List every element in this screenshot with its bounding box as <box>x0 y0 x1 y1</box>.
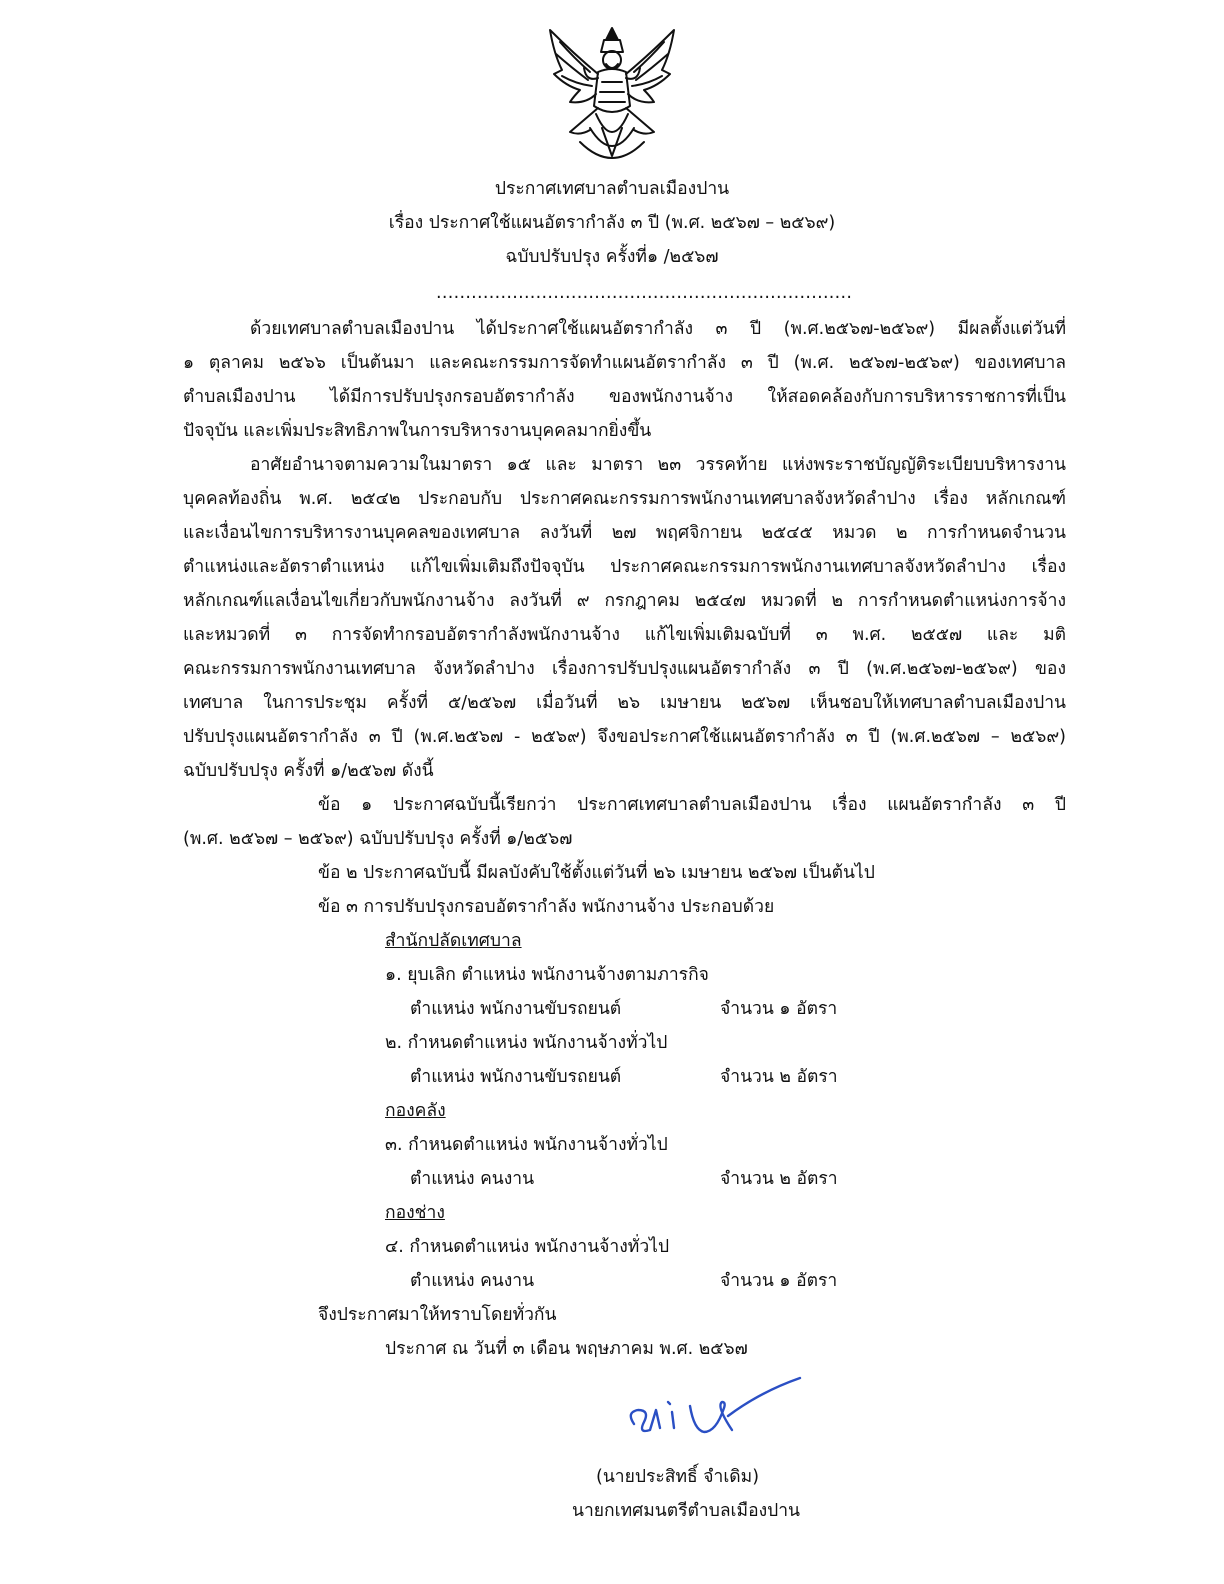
department-heading: กองช่าง <box>385 1203 445 1223</box>
signature-image <box>620 1372 810 1448</box>
announcement-title: ประกาศเทศบาลตำบลเมืองปาน <box>494 179 730 199</box>
garuda-emblem-icon <box>540 24 684 170</box>
announcement-revision: ฉบับปรับปรุง ครั้งที่๑ /๒๕๖๗ <box>505 247 719 267</box>
paragraph-line: หลักเกณฑ์แลเงื่อนไขเกี่ยวกับพนักงานจ้าง ลงวันที่ ๙ กรกฎาคม ๒๕๔๗ หมวดที่ ๒ การกำหนดตำแหน่งการจ้าง <box>183 591 1066 611</box>
staffing-item: ๑. ยุบเลิก ตำแหน่ง พนักงานจ้างตามภารกิจ <box>385 965 709 985</box>
position-name: ตำแหน่ง คนงาน <box>410 1271 535 1291</box>
position-row <box>410 996 910 1022</box>
header-divider: ....................................................................... <box>436 283 853 303</box>
department-heading: กองคลัง <box>385 1101 446 1121</box>
signatory-name: (นายประสิทธิ์ จำเดิม) <box>596 1467 760 1487</box>
position-name: ตำแหน่ง พนักงานขับรถยนต์ <box>410 1067 622 1087</box>
paragraph-line: เทศบาล ในการประชุม ครั้งที่ ๕/๒๕๖๗ เมื่อวันที่ ๒๖ เมษายน ๒๕๖๗ เห็นชอบให้เทศบาลตำบลเมืองปาน <box>183 693 1066 713</box>
paragraph-line: ปรับปรุงแผนอัตรากำลัง ๓ ปี (พ.ศ.๒๕๖๗ - ๒๕๖๙) จึงขอประกาศใช้แผนอัตรากำลัง ๓ ปี (พ.ศ.๒๕๖๗ – ๒๕๖๙) <box>183 727 1066 747</box>
staffing-item: ๓. กำหนดตำแหน่ง พนักงานจ้างทั่วไป <box>385 1135 668 1155</box>
position-amount: จำนวน ๒ อัตรา <box>720 1169 838 1189</box>
paragraph-line: ด้วยเทศบาลตำบลเมืองปาน ได้ประกาศใช้แผนอัตรากำลัง ๓ ปี (พ.ศ.๒๕๖๗-๒๕๖๙) มีผลตั้งแต่วันที่ <box>250 319 1066 339</box>
position-name: ตำแหน่ง คนงาน <box>410 1169 535 1189</box>
clause-2: ข้อ ๒ ประกาศฉบับนี้ มีผลบังคับใช้ตั้งแต่วันที่ ๒๖ เมษายน ๒๕๖๗ เป็นต้นไป <box>318 863 875 883</box>
position-amount: จำนวน ๑ อัตรา <box>720 1271 838 1291</box>
position-name: ตำแหน่ง พนักงานขับรถยนต์ <box>410 999 622 1019</box>
paragraph-line: บุคคลท้องถิ่น พ.ศ. ๒๕๔๒ ประกอบกับ ประกาศคณะกรรมการพนักงานเทศบาลจังหวัดลำปาง เรื่อง หลักเกณฑ์ <box>183 489 1066 509</box>
clause-1-continuation: (พ.ศ. ๒๕๖๗ – ๒๕๖๙) ฉบับปรับปรุง ครั้งที่ ๑/๒๕๖๗ <box>183 829 573 849</box>
clause-1: ข้อ ๑ ประกาศฉบับนี้เรียกว่า ประกาศเทศบาลตำบลเมืองปาน เรื่อง แผนอัตรากำลัง ๓ ปี <box>318 795 1066 815</box>
paragraph-line: คณะกรรมการพนักงานเทศบาล จังหวัดลำปาง เรื่องการปรับปรุงแผนอัตรากำลัง ๓ ปี (พ.ศ.๒๕๖๗-๒๕๖๙) ของ <box>183 659 1066 679</box>
staffing-item: ๒. กำหนดตำแหน่ง พนักงานจ้างทั่วไป <box>385 1033 668 1053</box>
signatory-title: นายกเทศมนตรีตำบลเมืองปาน <box>572 1501 801 1521</box>
announcement-date: ประกาศ ณ วันที่ ๓ เดือน พฤษภาคม พ.ศ. ๒๕๖๗ <box>385 1339 748 1359</box>
paragraph-line: ตำแหน่งและอัตราตำแหน่ง แก้ไขเพิ่มเติมถึงปัจจุบัน ประกาศคณะกรรมการพนักงานเทศบาลจังหวัดลำปาง เรื่อง <box>183 557 1066 577</box>
position-row <box>410 1166 910 1192</box>
clause-3: ข้อ ๓ การปรับปรุงกรอบอัตรากำลัง พนักงานจ้าง ประกอบด้วย <box>318 897 775 917</box>
department-heading: สำนักปลัดเทศบาล <box>385 931 522 951</box>
paragraph-line: ตำบลเมืองปาน ได้มีการปรับปรุงกรอบอัตรากำลัง ของพนักงานจ้าง ให้สอดคล้องกับการบริหารราชการที่เป็น <box>183 387 1066 407</box>
position-amount: จำนวน ๒ อัตรา <box>720 1067 838 1087</box>
paragraph-line: อาศัยอำนาจตามความในมาตรา ๑๕ และ มาตรา ๒๓ วรรคท้าย แห่งพระราชบัญญัติระเบียบบริหารงาน <box>250 455 1066 475</box>
announcement-subject: เรื่อง ประกาศใช้แผนอัตรากำลัง ๓ ปี (พ.ศ. ๒๕๖๗ – ๒๕๖๙) <box>388 213 836 233</box>
paragraph-line: และเงื่อนไขการบริหารงานบุคคลของเทศบาล ลงวันที่ ๒๗ พฤศจิกายน ๒๕๔๕ หมวด ๒ การกำหนดจำนวน <box>183 523 1066 543</box>
position-row <box>410 1064 910 1090</box>
position-row <box>410 1268 910 1294</box>
paragraph-line: และหมวดที่ ๓ การจัดทำกรอบอัตรากำลังพนักงานจ้าง แก้ไขเพิ่มเติมฉบับที่ ๓ พ.ศ. ๒๕๕๗ และ มติ <box>183 625 1066 645</box>
paragraph-line: ๑ ตุลาคม ๒๕๖๖ เป็นต้นมา และคณะกรรมการจัดทำแผนอัตรากำลัง ๓ ปี (พ.ศ. ๒๕๖๗-๒๕๖๙) ของเทศบาล <box>183 353 1066 373</box>
position-amount: จำนวน ๑ อัตรา <box>720 999 838 1019</box>
closing-notice: จึงประกาศมาให้ทราบโดยทั่วกัน <box>318 1305 557 1325</box>
staffing-item: ๔. กำหนดตำแหน่ง พนักงานจ้างทั่วไป <box>385 1237 670 1257</box>
paragraph-line: ฉบับปรับปรุง ครั้งที่ ๑/๒๕๖๗ ดังนี้ <box>183 761 434 781</box>
paragraph-line: ปัจจุบัน และเพิ่มประสิทธิภาพในการบริหารงานบุคคลมากยิ่งขึ้น <box>183 421 652 441</box>
